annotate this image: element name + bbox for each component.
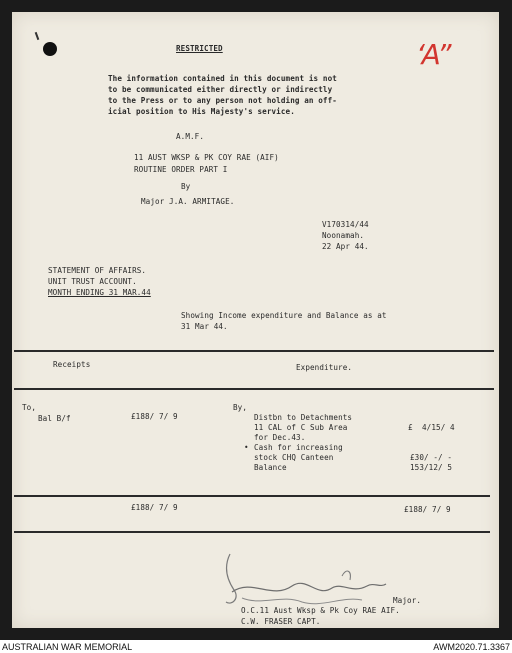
- showing-line: 31 Mar 44.: [181, 322, 228, 331]
- unit-title: 11 AUST WKSP & PK COY RAE (AIF): [134, 153, 279, 162]
- expenditure-line: Distbn to Detachments: [254, 413, 353, 422]
- expenditure-amount: 153/12/ 5: [410, 463, 453, 472]
- receipts-header: Receipts: [53, 360, 91, 369]
- reference-date: 22 Apr 44.: [322, 242, 369, 251]
- total-expenditure: £188/ 7/ 9: [404, 505, 451, 514]
- statement-month: MONTH ENDING 31 MAR.44: [48, 288, 151, 297]
- reference-number: V170314/44: [322, 220, 369, 229]
- notice-line: to the Press or to any person not holding an off-: [108, 96, 337, 105]
- bullet-mark: •: [244, 443, 249, 452]
- officer-name: Major J.A. ARMITAGE.: [141, 197, 235, 206]
- statement-line: UNIT TRUST ACCOUNT.: [48, 277, 137, 286]
- by-column-label: By,: [233, 403, 248, 412]
- header-rule: [14, 388, 494, 390]
- signature-rank: Major.: [393, 596, 422, 605]
- notice-line: to be communicated either directly or indirectly: [108, 85, 333, 94]
- balance-amount: £188/ 7/ 9: [131, 412, 178, 421]
- footer-institution: AUSTRALIAN WAR MEMORIAL: [2, 642, 133, 652]
- by-label: By: [181, 182, 191, 191]
- expenditure-line: Cash for increasing: [254, 443, 343, 452]
- order-title: ROUTINE ORDER PART I: [134, 165, 228, 174]
- expenditure-line: for Dec.43.: [254, 433, 306, 442]
- notice-line: icial position to His Majesty's service.: [108, 107, 295, 116]
- force-label: A.M.F.: [176, 132, 205, 141]
- total-bottom-rule: [14, 531, 490, 533]
- stamp-letter: ‘A”: [416, 38, 452, 71]
- expenditure-line: 11 CAL of C Sub Area: [254, 423, 348, 432]
- statement-line: STATEMENT OF AFFAIRS.: [48, 266, 147, 275]
- signature-unit: O.C.11 Aust Wksp & Pk Coy RAE AIF.: [241, 606, 400, 615]
- punch-hole: [43, 42, 57, 56]
- expenditure-line: stock CHQ Canteen: [254, 453, 334, 462]
- balance-label: Bal B/f: [38, 414, 71, 423]
- restriction-heading: RESTRICTED: [176, 44, 223, 53]
- expenditure-amount: £ 4/15/ 4: [408, 423, 455, 432]
- total-receipts: £188/ 7/ 9: [131, 503, 178, 512]
- notice-line: The information contained in this document is not: [108, 74, 337, 83]
- footer-accession-number: AWM2020.71.3367: [433, 642, 510, 652]
- to-label: To,: [22, 403, 37, 412]
- expenditure-amount: £30/ -/ -: [410, 453, 453, 462]
- total-top-rule: [14, 495, 490, 497]
- table-top-rule: [14, 350, 494, 352]
- expenditure-header: Expenditure.: [296, 363, 353, 372]
- reference-place: Noonamah.: [322, 231, 365, 240]
- expenditure-line: Balance: [254, 463, 287, 472]
- signature-name: C.W. FRASER CAPT.: [241, 617, 321, 626]
- showing-line: Showing Income expenditure and Balance as at: [181, 311, 387, 320]
